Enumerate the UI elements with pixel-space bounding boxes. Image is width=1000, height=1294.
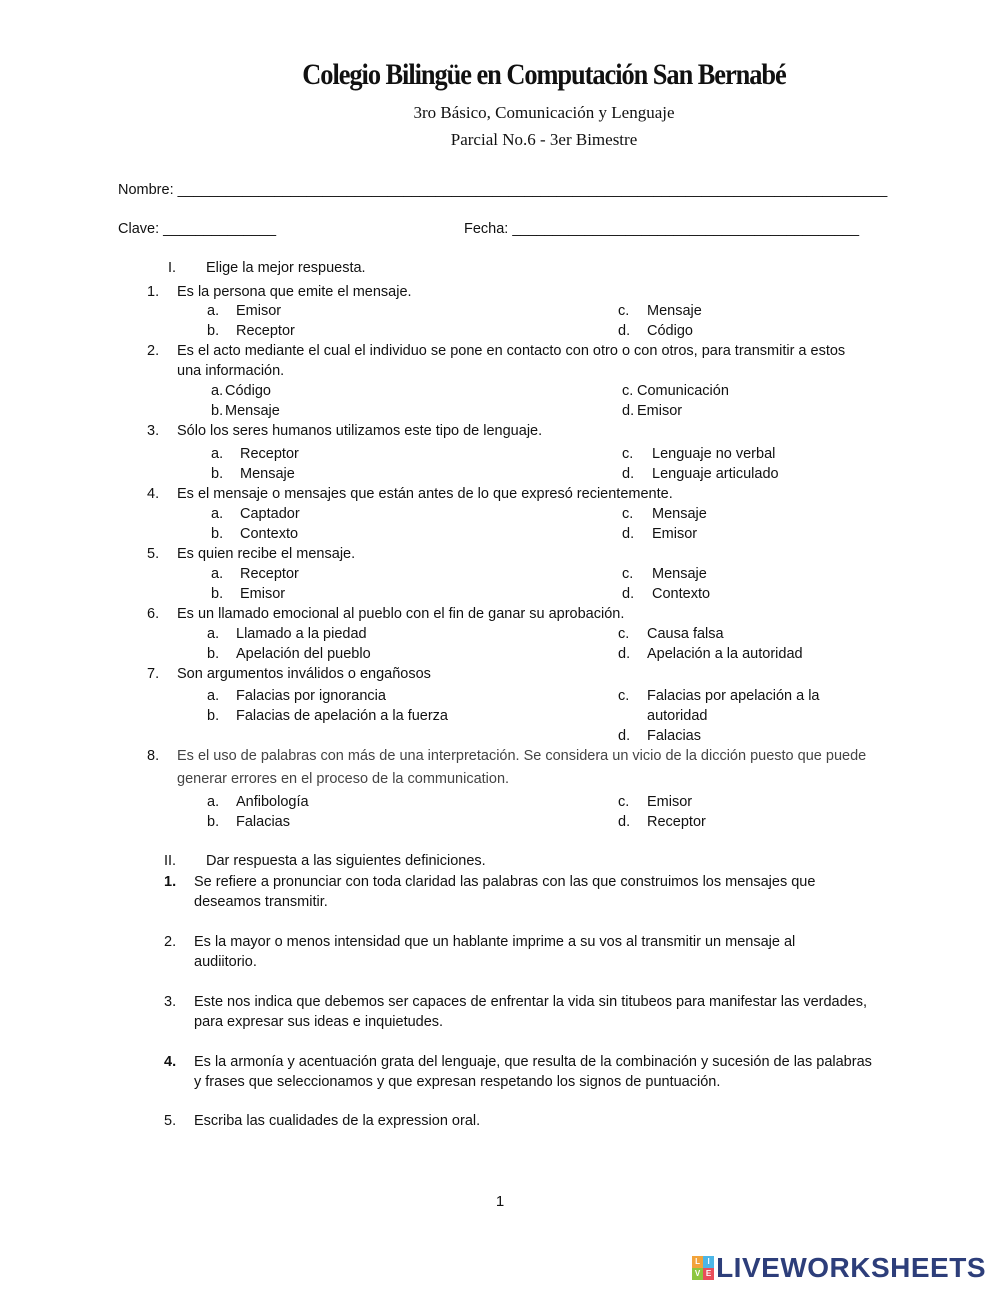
question-text-cont: una información. <box>177 363 285 379</box>
option-d[interactable]: Falacias <box>647 728 701 744</box>
option-d[interactable]: Lenguaje articulado <box>652 466 779 482</box>
item-text: Escriba las cualidades de la expression oral. <box>194 1113 481 1129</box>
option-d[interactable]: Receptor <box>647 814 706 830</box>
item-number: 4. <box>164 1054 177 1070</box>
option-letter: b. <box>211 526 224 542</box>
option-letter: b. <box>207 708 220 724</box>
question-number: 2. <box>147 343 160 359</box>
option-letter: c. <box>618 794 630 810</box>
option-letter: a. <box>211 566 224 582</box>
option-letter: d. <box>618 728 631 744</box>
section1-instruction: Elige la mejor respuesta. <box>206 260 366 276</box>
question-number: 7. <box>147 666 160 682</box>
question-number: 4. <box>147 486 160 502</box>
option-letter: b. <box>207 323 220 339</box>
option-b[interactable]: Apelación del pueblo <box>236 646 371 662</box>
option-a[interactable]: Receptor <box>240 566 299 582</box>
option-letter: d. <box>622 526 635 542</box>
option-letter: c. <box>618 688 630 704</box>
question-text: Es el acto mediante el cual el individuo se pone en contacto con otro o con otros, para transmitir a estos <box>177 343 846 359</box>
clave-field[interactable]: Clave: ______________ <box>118 221 277 237</box>
option-letter: a. <box>207 303 220 319</box>
name-field[interactable]: Nombre: ________________________________________________________________________________________ <box>118 182 888 198</box>
option-letter: a. <box>211 383 224 399</box>
option-letter: b. <box>207 646 220 662</box>
option-c[interactable]: Emisor <box>647 794 693 810</box>
item-text: Es la mayor o menos intensidad que un hablante imprime a su vos al transmitir un mensaje al <box>194 934 796 950</box>
option-letter: c. <box>622 506 634 522</box>
logo-tile: E <box>703 1268 714 1280</box>
option-c-cont[interactable]: autoridad <box>647 708 708 724</box>
option-c[interactable]: Falacias por apelación a la <box>647 688 820 704</box>
option-b[interactable]: Falacias de apelación a la fuerza <box>236 708 448 724</box>
option-letter: a. <box>207 688 220 704</box>
question-number: 5. <box>147 546 160 562</box>
option-d[interactable]: Código <box>647 323 693 339</box>
option-letter: b. <box>211 466 224 482</box>
option-a[interactable]: Falacias por ignorancia <box>236 688 386 704</box>
option-letter: a. <box>211 506 224 522</box>
course-subtitle: 3ro Básico, Comunicación y Lenguaje <box>413 103 675 122</box>
logo-tile: I <box>703 1256 714 1268</box>
question-number: 1. <box>147 284 160 300</box>
option-d[interactable]: Emisor <box>637 403 683 419</box>
item-text-cont: y frases que seleccionamos y que expresan respetando los signos de puntuación. <box>194 1074 721 1090</box>
option-d[interactable]: Emisor <box>652 526 698 542</box>
question-text-cont: generar errores en el proceso de la communication. <box>177 771 510 787</box>
section2-numeral: II. <box>164 853 177 869</box>
option-letter: a. <box>211 446 224 462</box>
option-a[interactable]: Captador <box>240 506 300 522</box>
question-text: Es quien recibe el mensaje. <box>177 546 356 562</box>
option-c[interactable]: Mensaje <box>647 303 702 319</box>
option-c[interactable]: Mensaje <box>652 566 707 582</box>
option-a[interactable]: Llamado a la piedad <box>236 626 367 642</box>
logo-wordmark: LIVEWORKSHEETS <box>716 1252 986 1283</box>
exam-subtitle: Parcial No.6 - 3er Bimestre <box>450 130 638 149</box>
section1-numeral: I. <box>168 260 177 276</box>
option-letter: a. <box>207 794 220 810</box>
option-letter: d. <box>622 586 635 602</box>
option-d[interactable]: Contexto <box>652 586 711 602</box>
option-a[interactable]: Anfibología <box>236 794 309 810</box>
question-text: Es el mensaje o mensajes que están antes de lo que expresó recientemente. <box>177 486 673 502</box>
logo-tile: V <box>692 1268 703 1280</box>
option-letter: c. <box>622 446 634 462</box>
option-letter: b. <box>211 403 224 419</box>
option-c[interactable]: Comunicación <box>637 383 729 399</box>
option-a[interactable]: Emisor <box>236 303 282 319</box>
logo-tile: L <box>692 1256 703 1268</box>
question-text: Son argumentos inválidos o engañosos <box>177 666 431 682</box>
item-text: Es la armonía y acentuación grata del lenguaje, que resulta de la combinación y sucesión de las palabras <box>194 1054 872 1070</box>
question-number: 6. <box>147 606 160 622</box>
option-b[interactable]: Falacias <box>236 814 290 830</box>
option-letter: c. <box>618 626 630 642</box>
option-letter: c. <box>622 383 634 399</box>
option-a[interactable]: Código <box>225 383 271 399</box>
option-letter: b. <box>207 814 220 830</box>
item-number: 3. <box>164 994 177 1010</box>
liveworksheets-logo[interactable] <box>692 1252 986 1284</box>
option-c[interactable]: Lenguaje no verbal <box>652 446 776 462</box>
question-text: Es un llamado emocional al pueblo con el fin de ganar su aprobación. <box>177 606 625 622</box>
option-b[interactable]: Emisor <box>240 586 286 602</box>
item-number: 1. <box>164 874 177 890</box>
option-b[interactable]: Mensaje <box>240 466 295 482</box>
option-letter: c. <box>622 566 634 582</box>
page-number: 1 <box>495 1193 505 1210</box>
question-number: 8. <box>147 748 160 764</box>
option-b[interactable]: Mensaje <box>225 403 280 419</box>
question-text: Es la persona que emite el mensaje. <box>177 284 412 300</box>
option-letter: d. <box>618 646 631 662</box>
section2-instruction: Dar respuesta a las siguientes definiciones. <box>206 853 486 869</box>
question-text: Es el uso de palabras con más de una interpretación. Se considera un vicio de la dicción puesto que puede <box>177 748 867 764</box>
option-letter: d. <box>618 323 631 339</box>
option-letter: d. <box>622 403 635 419</box>
fecha-field[interactable]: Fecha: ___________________________________________ <box>464 221 860 237</box>
option-b[interactable]: Receptor <box>236 323 295 339</box>
option-letter: d. <box>622 466 635 482</box>
option-b[interactable]: Contexto <box>240 526 299 542</box>
option-a[interactable]: Receptor <box>240 446 299 462</box>
option-letter: d. <box>618 814 631 830</box>
item-text: Se refiere a pronunciar con toda claridad las palabras con las que construimos los mensajes que <box>194 874 816 890</box>
option-letter: c. <box>618 303 630 319</box>
item-number: 5. <box>164 1113 177 1129</box>
item-text-cont: para expresar sus ideas e inquietudes. <box>194 1014 444 1030</box>
question-text: Sólo los seres humanos utilizamos este tipo de lenguaje. <box>177 423 543 439</box>
question-number: 3. <box>147 423 160 439</box>
item-text: Este nos indica que debemos ser capaces de enfrentar la vida sin titubeos para manifestar las verdades, <box>194 994 868 1010</box>
item-text-cont: deseamos transmitir. <box>194 894 328 910</box>
option-letter: b. <box>211 586 224 602</box>
option-c[interactable]: Mensaje <box>652 506 707 522</box>
option-c[interactable]: Causa falsa <box>647 626 724 642</box>
option-d[interactable]: Apelación a la autoridad <box>647 646 803 662</box>
item-number: 2. <box>164 934 177 950</box>
school-title: Colegio Bilingüe en Computación San Bernabé <box>302 58 786 91</box>
liveworksheets-logo-icon <box>692 1256 714 1280</box>
item-text-cont: audiitorio. <box>194 954 257 970</box>
option-letter: a. <box>207 626 220 642</box>
